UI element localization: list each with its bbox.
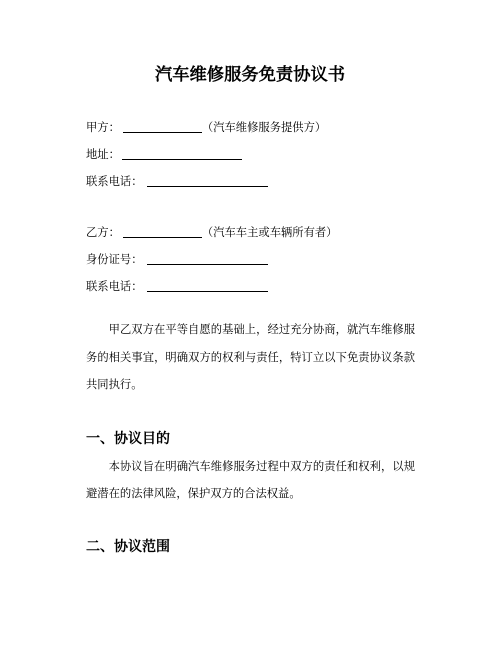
section-1-body: 本协议旨在明确汽车维修服务过程中双方的责任和权利，以规避潜在的法律风险，保护双方的合法权益。 [86,460,415,500]
party-b-block [86,219,415,300]
party-b-id-line [86,246,415,273]
preamble-paragraph: 甲乙双方在平等自愿的基础上，经过充分协商，就汽车维修服务的相关事宜，明确双方的权利与责任，特订立以下免责协议条款共同执行。 [86,323,415,391]
party-b-phone-blank [147,281,268,292]
section-2-heading: 二、协议范围 [86,539,170,555]
section-1-heading: 一、协议目的 [86,431,170,447]
party-b-id-blank [147,254,268,265]
party-a-address-line [86,141,415,168]
party-b-name-line [86,219,415,246]
party-a-role: （汽车维修服务提供方） [201,121,327,134]
party-b-role: （汽车车主或车辆所有者） [201,226,338,239]
party-a-phone-blank [147,176,268,187]
party-a-address-label: 地址： [86,148,120,161]
party-b-id-label: 身份证号： [86,253,143,266]
party-a-phone-line [86,168,415,195]
party-b-phone-line [86,273,415,300]
party-a-name-blank [123,122,202,133]
party-a-name-line [86,114,415,141]
document-title: 汽车维修服务免责协议书 [154,65,346,85]
party-b-label: 乙方： [86,226,120,239]
party-a-block [86,114,415,195]
party-a-phone-label: 联系电话： [86,175,143,188]
party-a-address-blank [122,149,242,160]
party-b-name-blank [123,227,202,238]
party-b-phone-label: 联系电话： [86,280,143,293]
party-a-label: 甲方： [86,121,120,134]
